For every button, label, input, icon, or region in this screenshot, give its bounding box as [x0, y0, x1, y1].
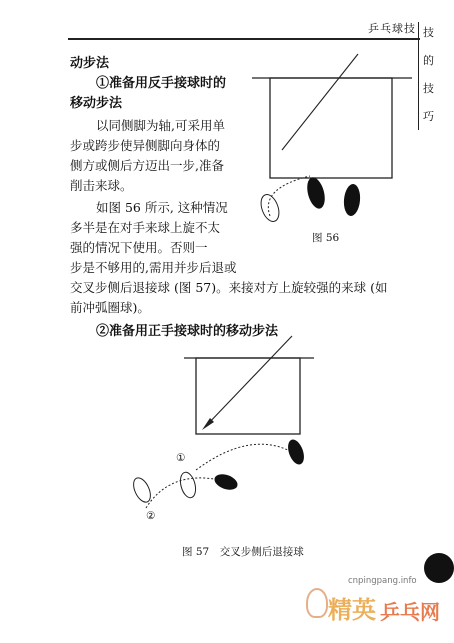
watermark-logo-main: 精英 [328, 596, 376, 624]
text-line-9: 多半是在对手来球上旋不太 [70, 220, 221, 235]
subheading-forehand: ②准备用正手接球时的移动步法 [96, 324, 279, 339]
figure-56-caption: 图 56 [312, 232, 340, 244]
text-line-4: 以同侧脚为轴,可采用单 [96, 118, 225, 133]
text-line-3: 移动步法 [70, 96, 123, 111]
figure-57-caption: 图 57 交叉步侧后退接球 [182, 546, 304, 558]
site-url: cnpingpang.info [348, 576, 417, 586]
text-line-8: 如图 56 所示, 这种情况 [96, 200, 228, 215]
text-line-11: 步是不够用的,需用并步后退或 [70, 260, 237, 275]
page-corner-mark [424, 553, 454, 583]
text-line-13: 前冲弧圈球)。 [70, 300, 150, 315]
side-tab-char-2: 的 [423, 54, 434, 67]
side-tab-char-4: 巧 [423, 110, 434, 123]
running-header-title: 乒乓球技 [368, 22, 416, 35]
side-tab [418, 22, 441, 130]
subheading-backhand: ①准备用反手接球时的 [96, 76, 227, 91]
header-rule [68, 38, 420, 40]
side-tab-char-3: 技 [423, 82, 434, 95]
paddle-watermark-icon [306, 588, 328, 618]
text-line-6: 侧方或侧后方迈出一步,准备 [70, 158, 224, 173]
text-line-12: 交叉步侧后退接球 (图 57)。来接对方上旋较强的来球 (如 [70, 280, 388, 295]
side-tab-char-1: 技 [423, 26, 434, 39]
text-line-7: 削击来球。 [70, 178, 133, 193]
figure-57 [130, 330, 330, 530]
text-line-10: 强的情况下使用。否则一 [70, 240, 208, 255]
figure-57-marker-2: ② [146, 510, 156, 522]
text-line-1: 动步法 [70, 56, 110, 71]
figure-56 [240, 48, 420, 248]
watermark-logo-sub: 乒乓网 [380, 600, 440, 624]
figure-57-marker-1: ① [176, 452, 186, 464]
text-line-5: 步或跨步使异侧脚向身体的 [70, 138, 221, 153]
